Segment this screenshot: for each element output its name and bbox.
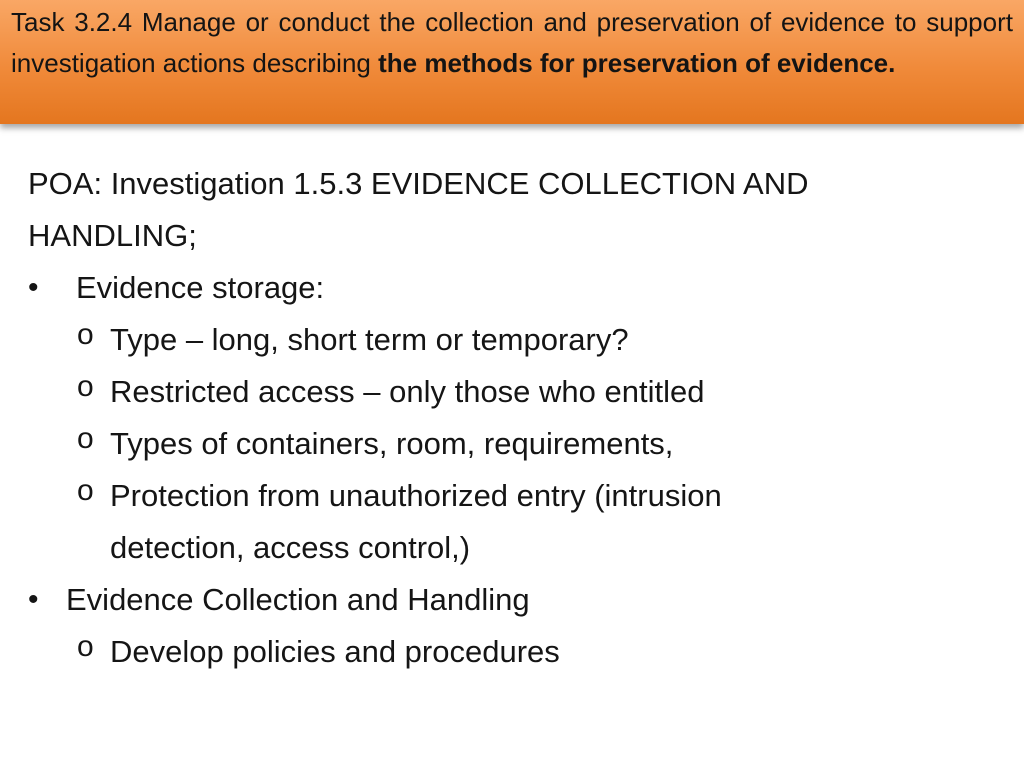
sub-bullet-type — [28, 314, 988, 366]
task-description-plain: Task 3.2.4 Manage or conduct the collection and preservation of evidence to support investigation actions describing — [11, 7, 1013, 78]
sub-bullet-label: Develop policies and procedures — [110, 634, 560, 669]
bullet-icon: • — [28, 583, 39, 616]
task-description — [11, 2, 1013, 84]
bullet-evidence-storage — [28, 262, 988, 314]
sub-bullet-icon: o — [77, 422, 94, 455]
sub-bullet-label: Types of containers, room, requirements, — [110, 426, 674, 461]
sub-bullet-icon: o — [77, 370, 94, 403]
sub-bullet-label: Restricted access – only those who entitled — [110, 374, 705, 409]
task-description-bold: the methods for preservation of evidence. — [378, 48, 896, 78]
sub-bullet-icon: o — [77, 318, 94, 351]
slide-body — [28, 158, 988, 678]
sub-bullet-label: Type – long, short term or temporary? — [110, 322, 629, 357]
bullet-label: Evidence Collection and Handling — [66, 582, 530, 617]
sub-bullet-icon: o — [77, 630, 94, 663]
sub-bullet-restricted-access — [28, 366, 988, 418]
sub-bullet-containers — [28, 418, 988, 470]
sub-bullet-protection-continuation: detection, access control,) — [110, 530, 471, 565]
bullet-icon: • — [28, 271, 39, 304]
poa-heading-line-1: POA: Investigation 1.5.3 EVIDENCE COLLECTION AND — [28, 166, 809, 201]
poa-heading-line-2: HANDLING; — [28, 218, 197, 253]
sub-bullet-icon: o — [77, 474, 94, 507]
bullet-evidence-collection — [28, 574, 988, 626]
bullet-label: Evidence storage: — [76, 270, 325, 305]
task-header-banner — [0, 0, 1024, 124]
sub-bullet-label: Protection from unauthorized entry (intrusion — [110, 478, 722, 513]
sub-bullet-protection — [28, 470, 988, 522]
sub-bullet-policies — [28, 626, 988, 678]
